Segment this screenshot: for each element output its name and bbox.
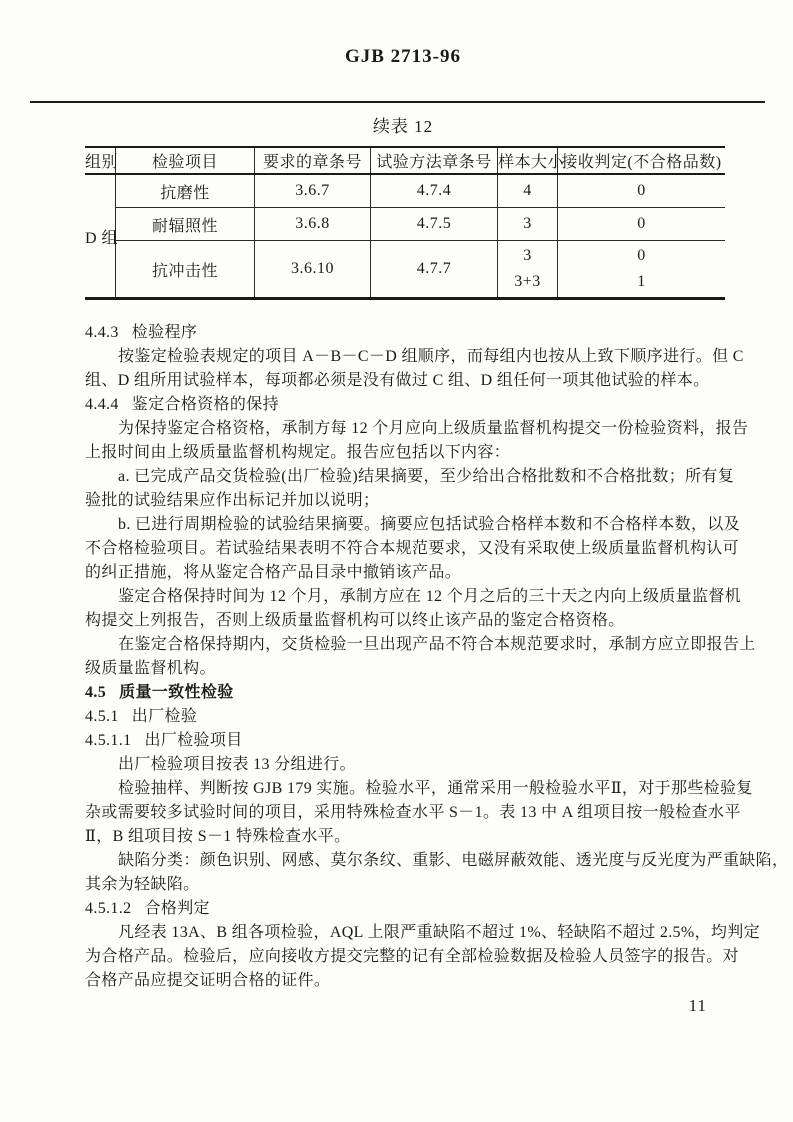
table-cell-method: 4.7.5 [371, 208, 498, 241]
text-line: 缺陷分类：颜色识别、网感、莫尔条纹、重影、电磁屏蔽效能、透光度与反光度为严重缺陷， [118, 852, 789, 869]
accept-number-line: 1 [637, 273, 646, 290]
column-header-sample: 样本大小 [498, 147, 558, 174]
sample-size-line: 3+3 [514, 273, 541, 290]
table-caption: 续表 12 [372, 117, 434, 136]
text-line: Ⅱ，B 组项目按 S－1 特殊检查水平。 [85, 828, 351, 845]
group-label-cell: D 组 [85, 174, 116, 299]
table-cell-req: 3.6.8 [255, 208, 371, 241]
table-header [85, 147, 725, 174]
text-line: 级质量监督机构。 [85, 660, 216, 677]
table-cell-accept [558, 241, 726, 299]
text-line: 构提交上列报告，否则上级质量监督机构可以终止该产品的鉴定合格资格。 [85, 612, 625, 629]
section-heading-4-5-1-2: 4.5.1.2 合格判定 [85, 900, 210, 917]
doc-number: GJB 2713-96 [344, 46, 462, 67]
column-header-accept: 接收判定(不合格品数) [558, 147, 726, 174]
column-header-method: 试验方法章条号 [371, 147, 498, 174]
text-line: 不合格检验项目。若试验结果表明不符合本规范要求，又没有采取使上级质量监督机构认可 [85, 540, 740, 557]
text-line: 凡经表 13A、B 组各项检验，AQL 上限严重缺陷不超过 1%、轻缺陷不超过 2.5%，均判定 [118, 924, 760, 941]
table-cell-accept: 0 [558, 174, 726, 208]
section-heading-4-4-4: 4.4.4 鉴定合格资格的保持 [85, 396, 279, 413]
text-line: b. 已进行周期检验的试验结果摘要。摘要应包括试验合格样本数和不合格样本数，以及 [118, 516, 741, 533]
text-line: 的纠正措施，将从鉴定合格产品目录中撤销该产品。 [85, 564, 462, 581]
table-cell-method: 4.7.4 [371, 174, 498, 208]
text-line: 在鉴定合格保持期内，交货检验一旦出现产品不符合本规范要求时，承制方应立即报告上 [118, 636, 756, 653]
body-text [85, 321, 789, 993]
section-heading-4-5: 4.5 质量一致性检验 [85, 684, 234, 701]
text-line: 为合格产品。检验后，应向接收方提交完整的记有全部检验数据及检验人员签字的报告。对 [85, 948, 740, 965]
sample-size-line: 3 [523, 247, 532, 264]
table-cell-sample: 4 [498, 174, 558, 208]
table-cell-accept: 0 [558, 208, 726, 241]
table-cell-item: 抗冲击性 [116, 241, 255, 299]
table-cell-item: 抗磨性 [116, 174, 255, 208]
table-cell-item: 耐辐照性 [116, 208, 255, 241]
text-line: 验批的试验结果应作出标记并加以说明； [85, 492, 380, 509]
table-cell-sample: 3 [498, 208, 558, 241]
text-line: 杂或需要较多试验时间的项目，采用特殊检查水平 S－1。表 13 中 A 组项目按一般检查水平 [85, 804, 741, 821]
column-header-group: 组别 [85, 147, 116, 174]
text-line: 按鉴定检验表规定的项目 A－B－C－D 组顺序，而每组内也按从上致下顺序进行。但 C [118, 348, 744, 365]
accept-number-line: 0 [637, 247, 646, 264]
section-heading-4-5-1-1: 4.5.1.1 出厂检验项目 [85, 732, 243, 749]
table-row [85, 241, 725, 299]
text-line: 合格产品应提交证明合格的证件。 [85, 972, 331, 989]
inspection-table [85, 146, 725, 300]
text-line: 为保持鉴定合格资格，承制方每 12 个月应向上级质量监督机构提交一份检验资料，报告 [118, 420, 749, 437]
section-heading-4-4-3: 4.4.3 检验程序 [85, 324, 198, 341]
column-header-req: 要求的章条号 [255, 147, 371, 174]
text-line: 组、D 组所用试验样本，每项都必须是没有做过 C 组、D 组任何一项其他试验的样本。 [85, 372, 710, 389]
table-row [85, 174, 725, 208]
section-heading-4-5-1: 4.5.1 出厂检验 [85, 708, 198, 725]
table-cell-req: 3.6.10 [255, 241, 371, 299]
text-line: 鉴定合格保持时间为 12 个月，承制方应在 12 个月之后的三十天之内向上级质量监督机 [118, 588, 742, 605]
table-cell-req: 3.6.7 [255, 174, 371, 208]
text-line: a. 已完成产品交货检验(出厂检验)结果摘要，至少给出合格批数和不合格批数；所有复 [118, 468, 735, 485]
header-rule [30, 101, 765, 103]
text-line: 检验抽样、判断按 GJB 179 实施。检验水平，通常采用一般检验水平Ⅱ，对于那些检验复 [118, 780, 753, 797]
text-line: 上报时间由上级质量监督机构规定。报告应包括以下内容： [85, 444, 511, 461]
table-cell-method: 4.7.7 [371, 241, 498, 299]
text-line: 其余为轻缺陷。 [85, 876, 200, 893]
table-row [85, 208, 725, 241]
table-cell-sample [498, 241, 558, 299]
page-number: 11 [688, 996, 707, 1015]
column-header-item: 检验项目 [116, 147, 255, 174]
text-line: 出厂检验项目按表 13 分组进行。 [118, 756, 356, 773]
